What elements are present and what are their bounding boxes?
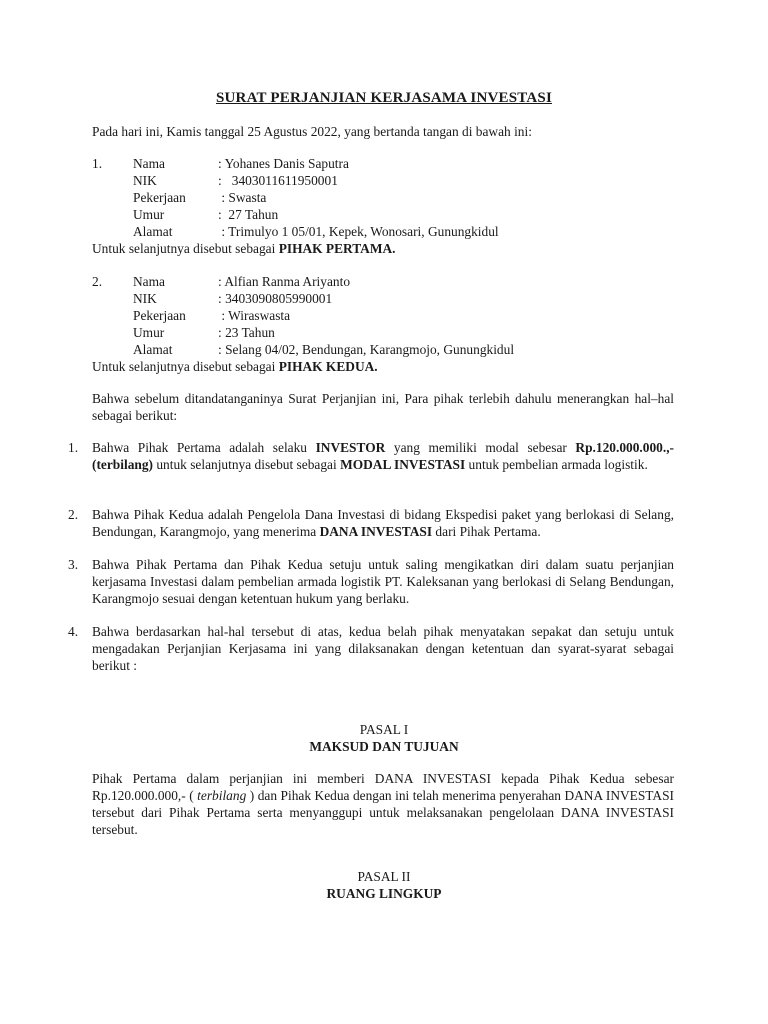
field-label: Umur	[133, 325, 165, 340]
pasal-1-heading: MAKSUD DAN TUJUAN	[309, 739, 459, 754]
field-value: : 27 Tahun	[218, 207, 279, 222]
italic-run: terbilang	[197, 788, 247, 803]
text-run: dari Pihak Pertama.	[432, 524, 541, 539]
designation-label: PIHAK KEDUA.	[278, 359, 378, 374]
field-value: : 23 Tahun	[218, 325, 275, 340]
party-2-designation	[92, 358, 378, 375]
text-run: Pihak Pertama dalam perjanjian ini memberi DANA INVESTASI kepada Pihak Kedua sebesar Rp.120.000.000,- (	[92, 771, 674, 803]
pasal-1-label: PASAL I	[359, 722, 409, 737]
field-value: : Trimulyo 1 05/01, Kepek, Wonosari, Gunungkidul	[218, 224, 499, 239]
field-label: Pekerjaan	[133, 190, 186, 205]
bold-run: INVESTOR	[315, 440, 386, 455]
list-item-number: 4.	[68, 624, 79, 639]
field-label: Nama	[133, 156, 165, 171]
party-1-block	[92, 155, 712, 259]
field-value: : Alfian Ranma Ariyanto	[218, 274, 351, 289]
field-value: : Selang 04/02, Bendungan, Karangmojo, Gunungkidul	[218, 342, 515, 357]
field-value: : Wiraswasta	[218, 308, 291, 323]
list-item-text	[92, 439, 674, 473]
pasal-2-label: PASAL II	[357, 869, 411, 884]
text-run: yang memiliki modal sebesar	[385, 440, 576, 455]
list-item-number: 2.	[68, 507, 79, 522]
field-label: Nama	[133, 274, 165, 289]
designation-prefix: Untuk selanjutnya disebut sebagai	[92, 359, 279, 374]
designation-label: PIHAK PERTAMA.	[278, 241, 396, 256]
list-item-number: 3.	[68, 557, 79, 572]
field-label: NIK	[133, 173, 157, 188]
field-label: Alamat	[133, 224, 173, 239]
party-2-block	[92, 273, 712, 377]
field-value: : 3403090805990001	[218, 291, 333, 306]
text-run: ) dan Pihak Kedua dengan ini telah menerima penyerahan DANA INVESTASI tersebut dari Pihak Pertama serta menyanggupi untuk melaksanakan pengelolaan DANA INVESTASI tersebut.	[92, 788, 674, 837]
text-run: untuk selanjutnya disebut sebagai	[153, 457, 341, 472]
preamble-paragraph: Bahwa sebelum ditandatanganinya Surat Perjanjian ini, Para pihak terlebih dahulu menerangkan hal–hal sebagai berikut:	[92, 391, 674, 423]
field-label: Pekerjaan	[133, 308, 186, 323]
party-1-designation	[92, 240, 396, 257]
bold-run: Rp.120.000.000.,- (terbilang)	[92, 440, 674, 472]
bold-run: DANA INVESTASI	[319, 524, 433, 539]
text-run: untuk pembelian armada logistik.	[465, 457, 648, 472]
field-label: NIK	[133, 291, 157, 306]
intro-text: Pada hari ini, Kamis tanggal 25 Agustus 2022, yang bertanda tangan di bawah ini:	[92, 124, 532, 139]
field-label: Alamat	[133, 342, 173, 357]
field-label: Umur	[133, 207, 165, 222]
document-title: SURAT PERJANJIAN KERJASAMA INVESTASI	[215, 90, 552, 106]
field-value: : Yohanes Danis Saputra	[218, 156, 349, 171]
text-run: Bahwa Pihak Pertama adalah selaku	[92, 440, 316, 455]
pasal-1-paragraph	[92, 770, 674, 838]
field-value: : 3403011611950001	[218, 173, 338, 188]
pasal-2-heading: RUANG LINGKUP	[326, 886, 442, 901]
list-item-text	[92, 506, 674, 540]
list-item-text: Bahwa berdasarkan hal-hal tersebut di atas, kedua belah pihak menyatakan sepakat dan setuju untuk mengadakan Perjanjian Kerjasama ini yang dilaksanakan dengan ketentuan dan syarat-syarat sebagai berikut :	[92, 624, 674, 673]
field-value: : Swasta	[218, 190, 267, 205]
list-item-text: Bahwa Pihak Pertama dan Pihak Kedua setuju untuk saling mengikatkan diri dalam suatu perjanjian kerjasama Investasi dalam pembelian armada logistik PT. Kaleksanan yang berlokasi di Selang Bendungan, Karangmojo sesuai dengan ketentuan hukum yang berlaku.	[92, 557, 674, 606]
party-2-number: 2.	[92, 274, 103, 289]
list-item-number: 1.	[68, 440, 79, 455]
designation-prefix: Untuk selanjutnya disebut sebagai	[92, 241, 279, 256]
bold-run: MODAL INVESTASI	[340, 457, 466, 472]
text-run: Bahwa Pihak Kedua adalah Pengelola Dana Investasi di bidang Ekspedisi paket yang berlokasi di Selang, Bendungan, Karangmojo, yang menerima	[92, 507, 674, 539]
party-1-number: 1.	[92, 156, 103, 171]
